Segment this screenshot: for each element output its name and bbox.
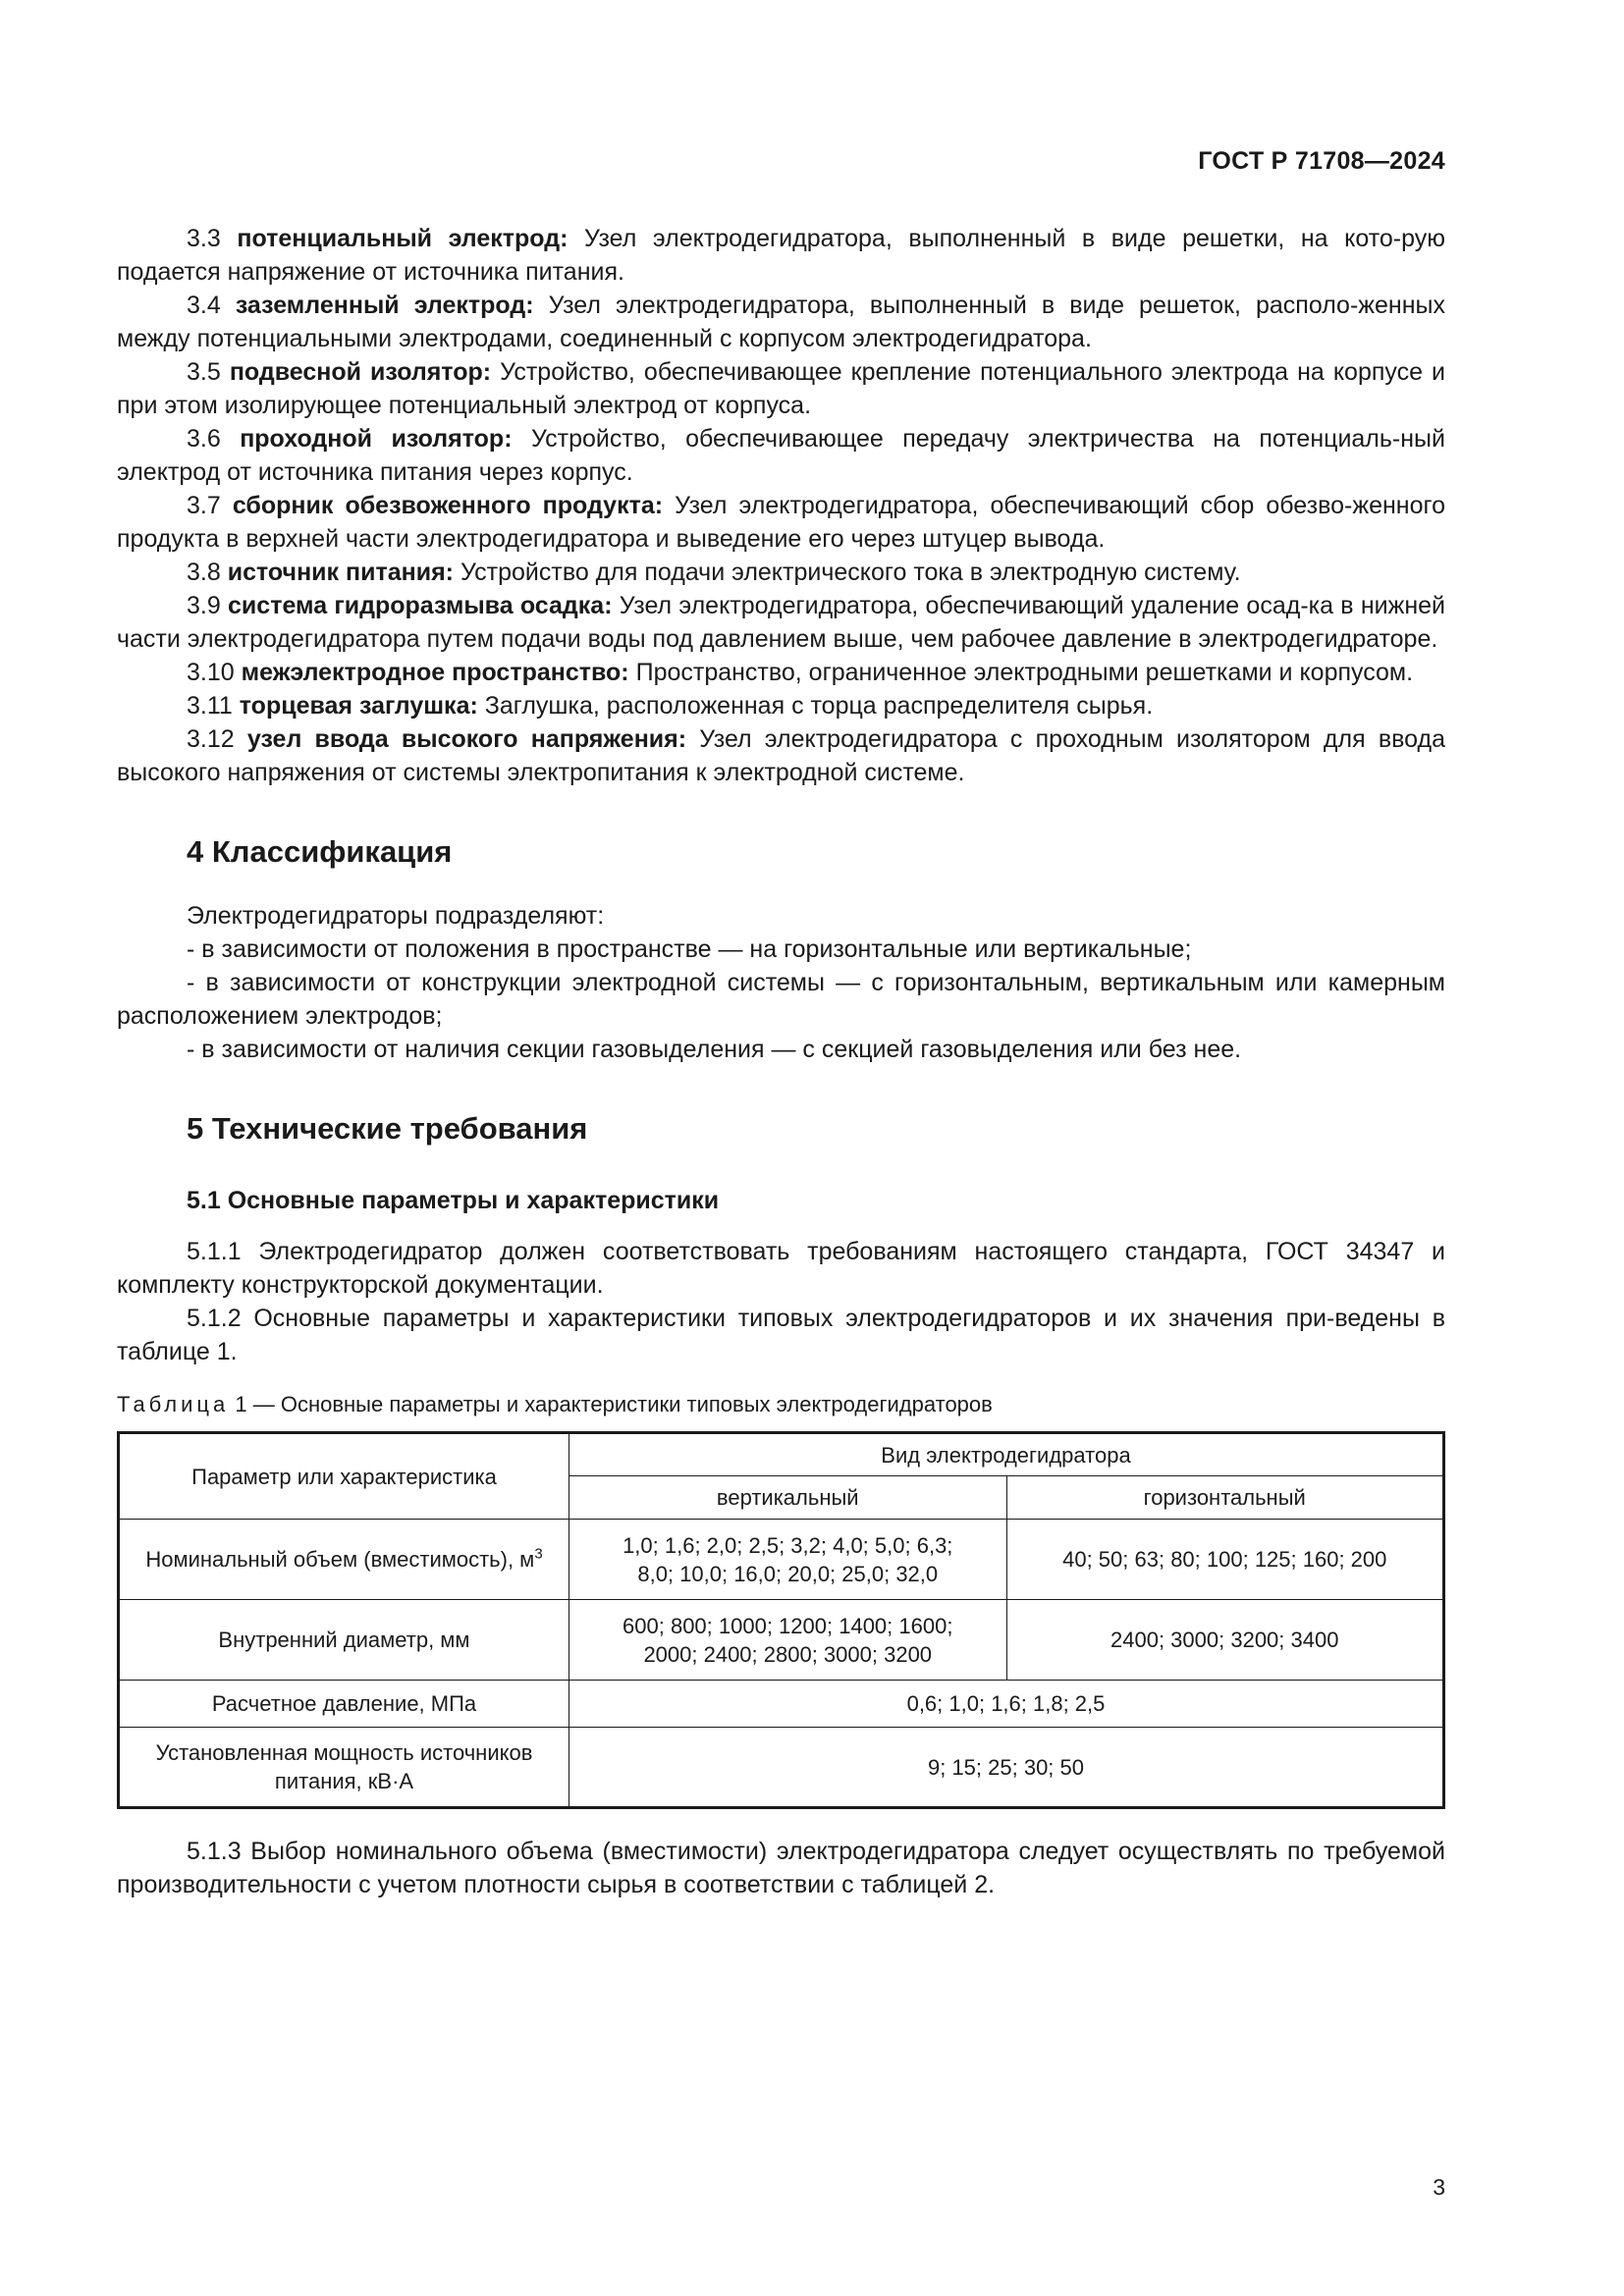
definition-3-5: 3.5 подвесной изолятор: Устройство, обеспечивающее крепление потенциального электрода на корпусе и при этом изолирующее потенциальный электрод от корпуса. <box>117 358 1446 419</box>
table-cell: 1,0; 1,6; 2,0; 2,5; 3,2; 4,0; 5,0; 6,3; 8,0; 10,0; 16,0; 20,0; 25,0; 32,0 <box>569 1520 1007 1600</box>
list-item: - в зависимости от наличия секции газовыделения — с секцией газовыделения или без нее. <box>187 1036 1242 1063</box>
table-header-type: Вид электродегидратора <box>569 1433 1444 1476</box>
term: торцевая заглушка: <box>239 692 478 720</box>
classification-intro: Электродегидраторы подразделяют: <box>187 902 605 930</box>
definition-3-4: 3.4 заземленный электрод: Узел электродегидратора, выполненный в виде решеток, располо-женных между потенциальными электродами, соединенный с корпусом электродегидратора. <box>117 292 1445 352</box>
table-cell: Внутренний диаметр, мм <box>119 1600 569 1681</box>
table-cell: 9; 15; 25; 30; 50 <box>569 1728 1444 1808</box>
parameters-table <box>117 1431 1445 1809</box>
paragraph-5-1-1: 5.1.1 Электродегидратор должен соответствовать требованиям настоящего стандарта, ГОСТ 34347 и комплекту конструкторской документации. <box>117 1238 1445 1299</box>
table-row <box>119 1600 1444 1681</box>
definition-3-6: 3.6 проходной изолятор: Устройство, обеспечивающее передачу электричества на потенциаль-ный электрод от источника питания через корпус. <box>117 425 1445 486</box>
table-row <box>119 1520 1444 1600</box>
table-cell: 40; 50; 63; 80; 100; 125; 160; 200 <box>1006 1520 1444 1600</box>
page-body <box>117 222 1445 1901</box>
table-row <box>119 1681 1444 1728</box>
table-cell: Расчетное давление, МПа <box>119 1681 569 1728</box>
term: проходной изолятор: <box>240 425 513 453</box>
term: заземленный электрод: <box>235 292 534 319</box>
section-5-title: 5 Технические требования <box>187 1111 588 1146</box>
term: узел ввода высокого напряжения: <box>246 725 687 753</box>
definition-3-10: 3.10 межэлектродное пространство: Пространство, ограниченное электродными решетками и корпусом. <box>187 659 1414 686</box>
table-caption: Таблица 1 — Основные параметры и характеристики типовых электродегидраторов <box>117 1392 993 1416</box>
term: межэлектродное пространство: <box>241 659 629 686</box>
definition-3-9: 3.9 система гидроразмыва осадка: Узел электродегидратора, обеспечивающий удаление осад-ка в нижней части электродегидратора путем подачи воды под давлением выше, чем рабочее давление в электродегидраторе. <box>117 592 1445 653</box>
table-row <box>119 1728 1444 1808</box>
page-number: 3 <box>1433 2174 1445 2200</box>
table-header-param: Параметр или характеристика <box>119 1433 569 1520</box>
table-cell: Установленная мощность источников питания, кВ·А <box>119 1728 569 1808</box>
term: потенциальный электрод: <box>237 225 568 252</box>
table-header-vertical: вертикальный <box>569 1476 1007 1520</box>
term: источник питания: <box>227 559 454 586</box>
term: система гидроразмыва осадка: <box>228 592 613 619</box>
table-cell: 600; 800; 1000; 1200; 1400; 1600; 2000; 2400; 2800; 3000; 3200 <box>569 1600 1007 1681</box>
document-code: ГОСТ Р 71708—2024 <box>1198 147 1445 175</box>
table-cell: 2400; 3000; 3200; 3400 <box>1006 1600 1444 1681</box>
definition-3-8: 3.8 источник питания: Устройство для подачи электрического тока в электродную систему. <box>187 559 1241 586</box>
definition-3-3: 3.3 потенциальный электрод: Узел электродегидратора, выполненный в виде решетки, на кото-рую подается напряжение от источника питания. <box>117 225 1445 286</box>
paragraph-5-1-3: 5.1.3 Выбор номинального объема (вместимости) электродегидратора следует осуществлять по требуемой производительности с учетом плотности сырья в соответствии с таблицей 2. <box>117 1838 1445 1898</box>
table-cell: Номинальный объем (вместимость), $м^3$ <box>119 1520 569 1600</box>
term: сборник обезвоженного продукта: <box>232 492 664 519</box>
table-cell: 0,6; 1,0; 1,6; 1,8; 2,5 <box>569 1681 1444 1728</box>
subsection-5-1-title: 5.1 Основные параметры и характеристики <box>187 1187 720 1214</box>
list-item: - в зависимости от положения в пространстве — на горизонтальные или вертикальные; <box>187 935 1192 963</box>
definition-3-11: 3.11 торцевая заглушка: Заглушка, расположенная с торца распределителя сырья. <box>187 692 1154 720</box>
list-item: - в зависимости от конструкции электродной системы — с горизонтальным, вертикальным или камерным расположением электродов; <box>117 969 1445 1030</box>
section-4-title: 4 Классификация <box>187 834 453 869</box>
table-header-horizontal: горизонтальный <box>1006 1476 1444 1520</box>
paragraph-5-1-2: 5.1.2 Основные параметры и характеристики типовых электродегидраторов и их значения при-ведены в таблице 1. <box>117 1305 1445 1365</box>
definition-3-7: 3.7 сборник обезвоженного продукта: Узел электродегидратора, обеспечивающий сбор обезво-женного продукта в верхней части электродегидратора и выведение его через штуцер вывода. <box>117 492 1445 553</box>
definition-3-12: 3.12 узел ввода высокого напряжения: Узел электродегидратора с проходным изолятором для ввода высокого напряжения от системы электропитания к электродной системе. <box>117 725 1445 786</box>
term: подвесной изолятор: <box>229 358 492 386</box>
